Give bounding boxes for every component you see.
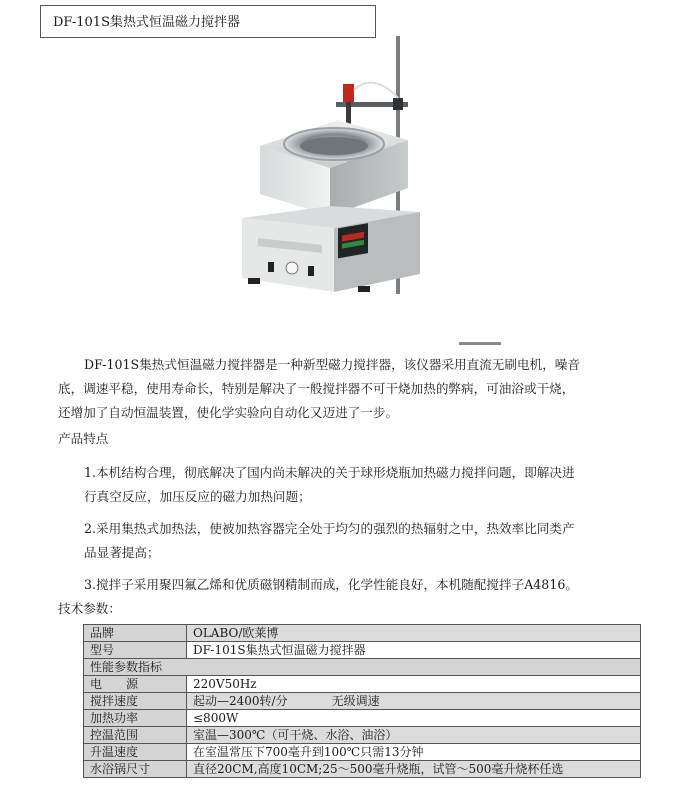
probe-cable [354, 83, 398, 98]
spec-label: 品牌 [84, 625, 187, 642]
spec-label: 水浴锅尺寸 [84, 761, 187, 778]
features-heading: 产品特点 [58, 431, 109, 446]
spec-value [187, 693, 641, 710]
feature-2-line-1: 2.采用集热式加热法，使被加热容器完全处于均匀的强烈的热辐射之中，热效率比同类产 [84, 521, 575, 536]
feature-3-line-1: 3.搅拌子采用聚四氟乙烯和优质磁钢精制而成，化学性能良好，本机随配搅拌子A4816。 [84, 577, 578, 592]
spec-value: 室温—300℃（可干烧、水浴、油浴） [187, 727, 641, 744]
spec-label: 搅拌速度 [84, 693, 187, 710]
intro-line-1: DF-101S集热式恒温磁力搅拌器是一种新型磁力搅拌器，该仪器采用直流无刷电机，噪音 [84, 357, 580, 372]
intro-line-3: 还增加了自动恒温装置，使化学实验向自动化又迈进了一步。 [58, 405, 399, 420]
stirrer-product-image [238, 36, 430, 298]
spec-label: 升温速度 [84, 744, 187, 761]
power-switch [268, 262, 274, 272]
speed-mode: 无级调速 [331, 694, 380, 708]
spec-value: ≤800W [187, 710, 641, 727]
spec-value: OLABO/欧莱博 [187, 625, 641, 642]
table-row [84, 625, 641, 642]
foot-right [358, 286, 370, 292]
table-row [84, 727, 641, 744]
table-row [84, 659, 641, 676]
clamp-knob [393, 98, 403, 110]
section-divider [459, 342, 501, 345]
perf-section-header: 性能参数指标 [84, 659, 641, 676]
spec-label: 型号 [84, 642, 187, 659]
spec-value: DF-101S集热式恒温磁力搅拌器 [187, 642, 641, 659]
table-row [84, 693, 641, 710]
speed-range: 起动—2400转/分 [193, 694, 288, 708]
table-row [84, 642, 641, 659]
spec-value: 直径20CM,高度10CM;25～500毫升烧瓶，试管～500毫升烧杯任选 [187, 761, 641, 778]
foot-left [248, 278, 260, 284]
feature-1-line-2: 行真空反应，加压反应的磁力加热问题； [84, 489, 311, 504]
speed-knob [286, 262, 298, 274]
spec-label: 电 源 [84, 676, 187, 693]
spec-value: 220V50Hz [187, 676, 641, 693]
specs-heading: 技术参数： [58, 601, 121, 616]
spec-value: 在室温常压下700毫升到100℃只需13分钟 [187, 744, 641, 761]
table-row [84, 676, 641, 693]
document-title: DF-101S集热式恒温磁力搅拌器 [40, 5, 376, 38]
spec-label: 控温范围 [84, 727, 187, 744]
spec-label: 加热功率 [84, 710, 187, 727]
table-row [84, 710, 641, 727]
heat-switch [308, 266, 314, 276]
table-row [84, 761, 641, 778]
specs-table [83, 624, 641, 778]
intro-line-2: 底，调速平稳，使用寿命长，特别是解决了一般搅拌器不可干烧加热的弊病，可油浴或干烧， [58, 381, 575, 396]
thermometer-head [343, 84, 354, 102]
table-row [84, 744, 641, 761]
feature-1-line-1: 1.本机结构合理，彻底解决了国内尚未解决的关于球形烧瓶加热磁力搅拌问题，即解决进 [84, 465, 575, 480]
feature-2-line-2: 品显著提高； [84, 545, 160, 560]
